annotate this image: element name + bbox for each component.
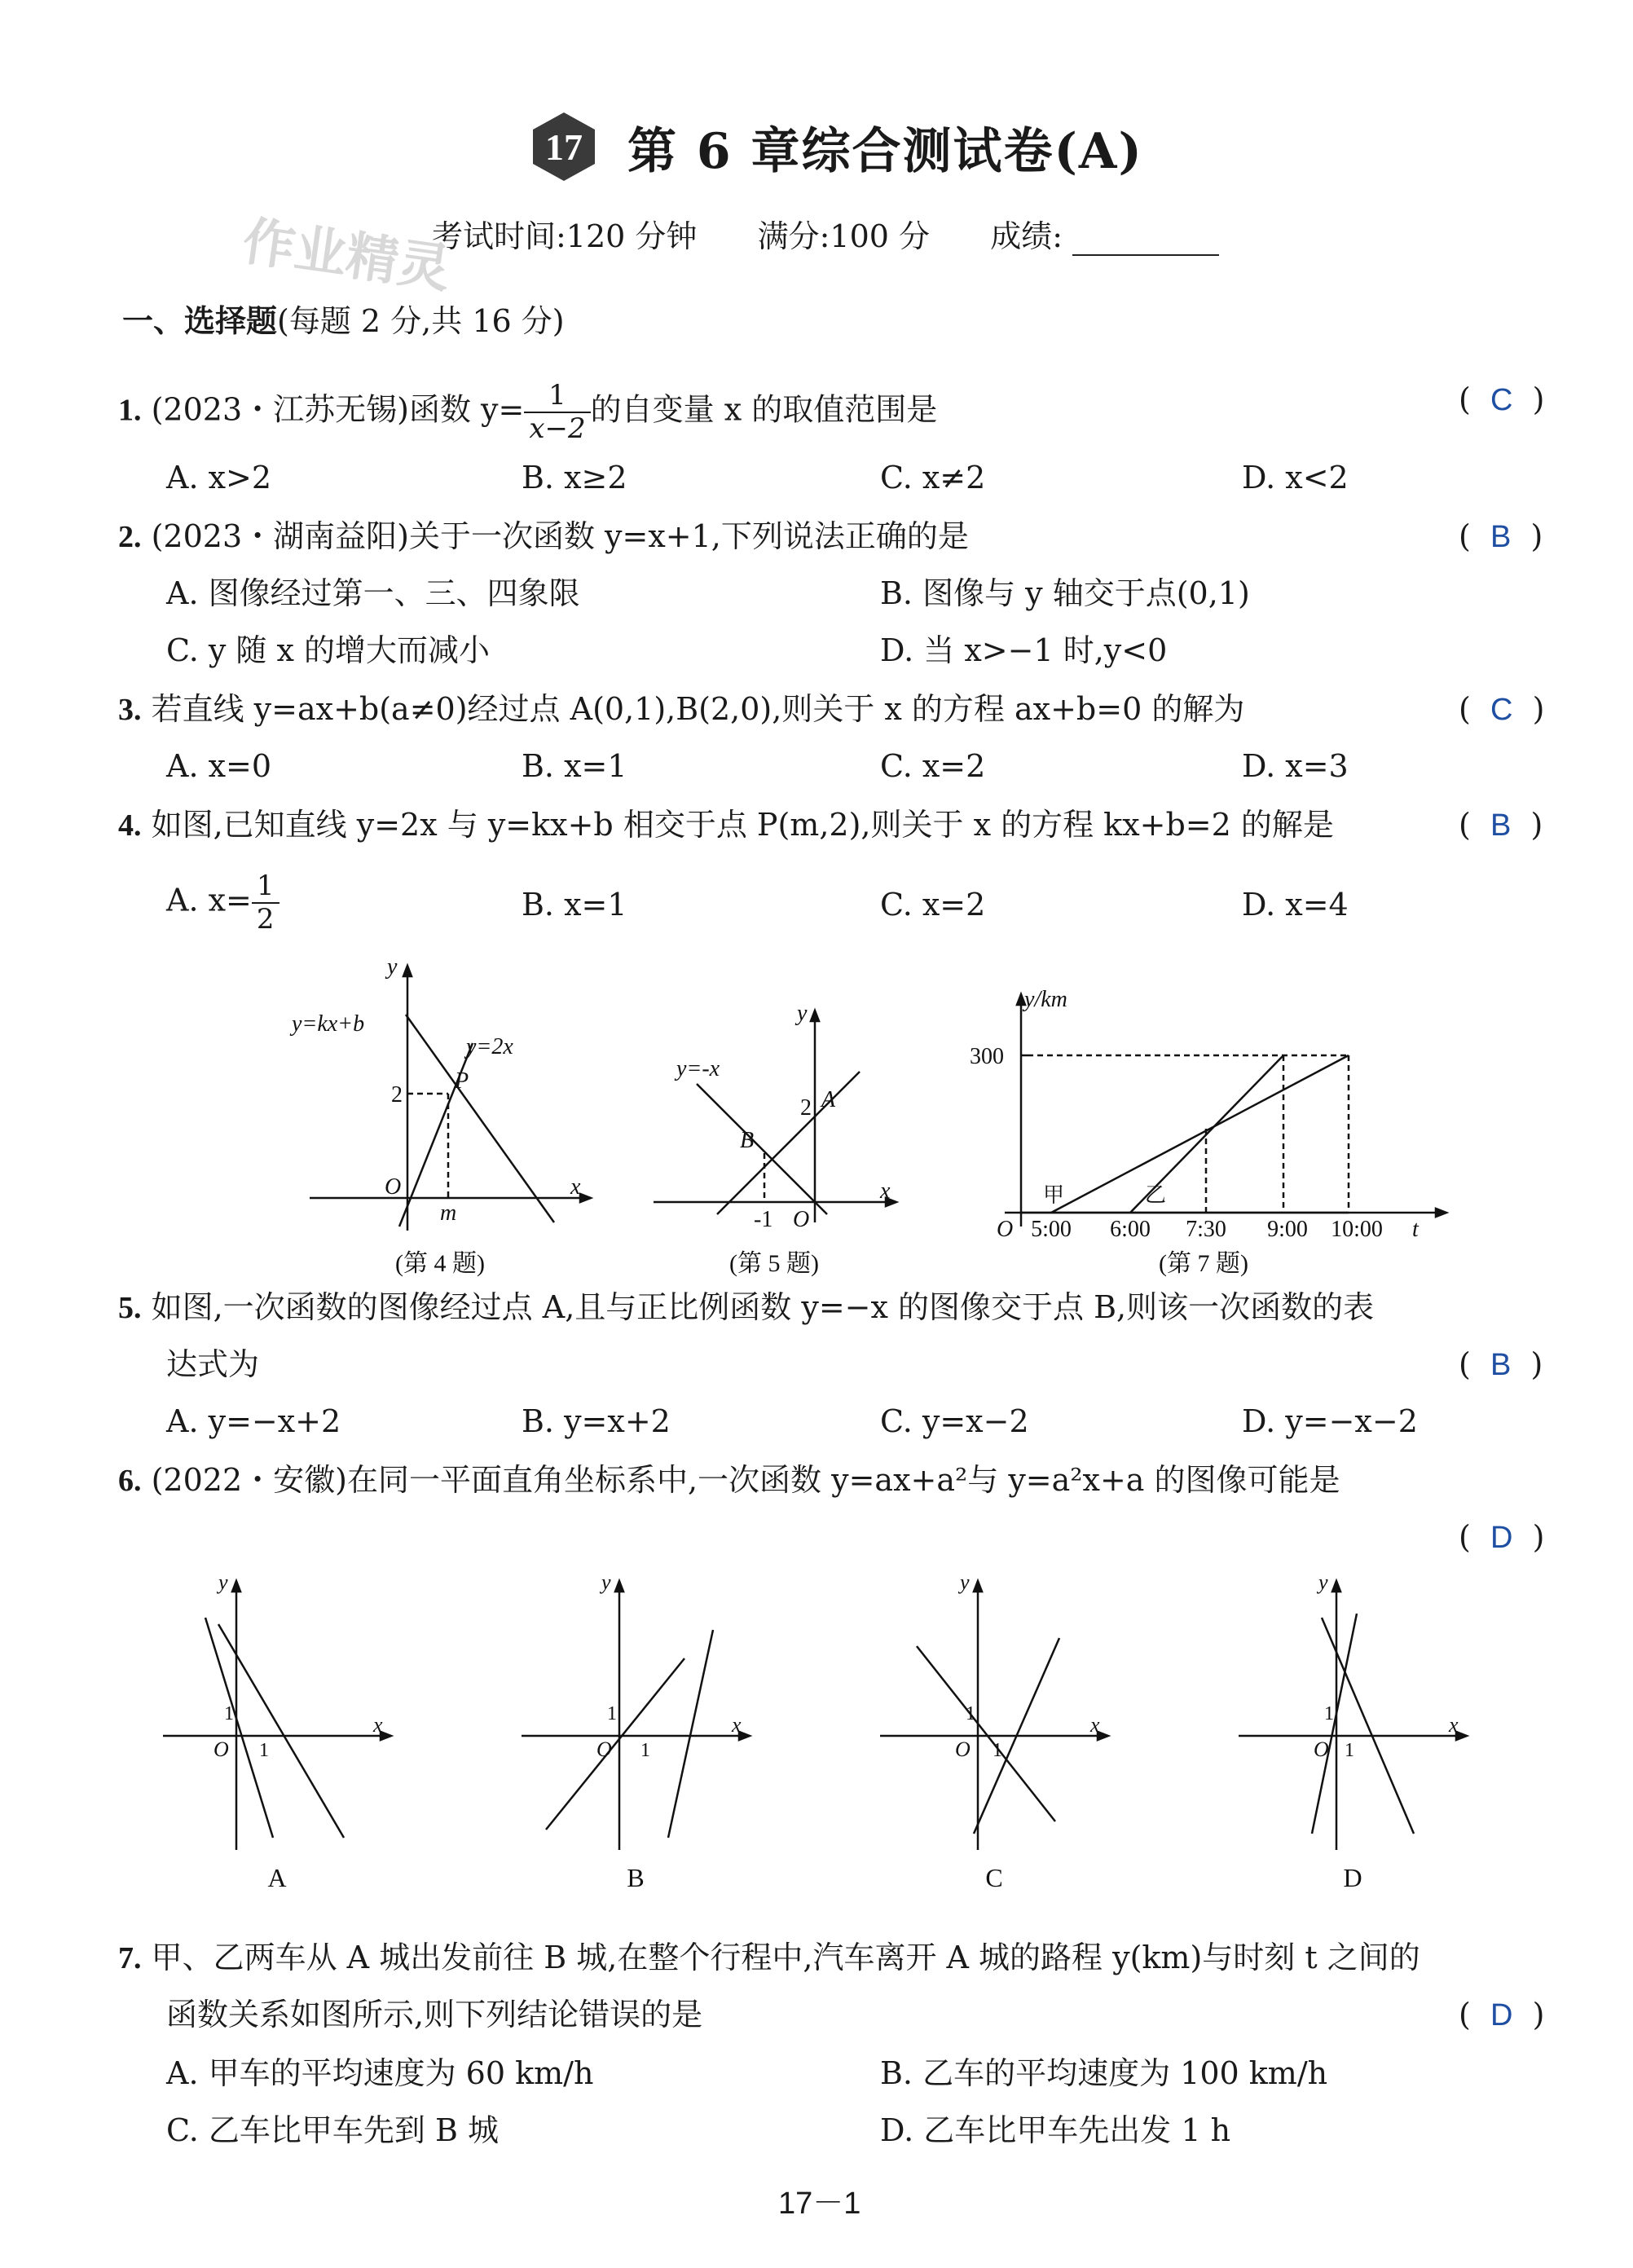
q6-graph-d[interactable] — [1230, 1569, 1475, 1895]
question-number: 1. — [118, 393, 142, 428]
section-note: (每题 2 分,共 16 分) — [277, 303, 565, 339]
svg-text:O: O — [1314, 1737, 1329, 1761]
badge-number: 17 — [545, 126, 583, 168]
label-neg1: -1 — [754, 1207, 773, 1232]
question-stem-line2: 达式为 — [166, 1346, 260, 1382]
question-stem-tail: 的自变量 x 的取值范围是 — [590, 391, 938, 428]
question-number: 2. — [118, 520, 142, 554]
caption: (第 7 题) — [1159, 1250, 1248, 1277]
full-score: 满分:100 分 — [757, 218, 931, 254]
figure-q5 — [644, 994, 913, 1284]
q6-graph-b[interactable] — [513, 1569, 758, 1895]
label-jia: 甲 — [1043, 1183, 1065, 1207]
answer: B — [1490, 1348, 1512, 1382]
exam-time: 考试时间:120 分钟 — [432, 218, 698, 254]
label-2: 2 — [800, 1095, 812, 1121]
option-d[interactable]: D. 当 x>−1 时,y<0 — [880, 632, 1168, 668]
answer-bracket: ( B ) — [1459, 1346, 1543, 1382]
question-1 — [118, 380, 937, 445]
option-a[interactable]: A. x>2 — [166, 460, 272, 495]
option-b[interactable]: B. x=1 — [522, 887, 627, 923]
label-origin: O — [385, 1174, 402, 1200]
question-7 — [118, 1940, 1420, 1978]
svg-text:1: 1 — [224, 1703, 234, 1724]
svg-text:O: O — [596, 1737, 612, 1761]
question-5 — [118, 1289, 1374, 1328]
label-x: x — [570, 1174, 581, 1200]
title-badge — [528, 111, 600, 183]
question-3 — [118, 691, 1244, 729]
q6-graph-a[interactable] — [155, 1569, 399, 1895]
graph-label: C — [985, 1863, 1003, 1892]
figure-q4 — [285, 954, 595, 1284]
question-stem: (2022・安徽)在同一平面直角坐标系中,一次函数 y=ax+a²与 y=a²x+a 的图像可能是 — [151, 1462, 1340, 1498]
exam-info — [432, 218, 1219, 256]
option-d[interactable]: D. x=4 — [1242, 887, 1349, 923]
question-stem: (2023・江苏无锡)函数 y= — [151, 391, 525, 428]
label-line1: y=kx+b — [292, 1011, 365, 1037]
label-line: y=-x — [676, 1056, 720, 1081]
question-number: 4. — [118, 808, 142, 843]
answer: B — [1490, 520, 1512, 554]
page-title: 第 6 章综合测试卷(A) — [627, 123, 1143, 180]
section-header — [122, 303, 565, 341]
svg-text:O: O — [955, 1737, 971, 1761]
svg-text:O: O — [213, 1737, 229, 1761]
tick-label: 10:00 — [1331, 1217, 1383, 1242]
label-origin: O — [997, 1217, 1014, 1242]
section-title: 一、选择题 — [122, 303, 278, 339]
option-a[interactable]: A. 甲车的平均速度为 60 km/h — [166, 2055, 594, 2091]
label-A: A — [821, 1087, 836, 1112]
graph-label: D — [1343, 1863, 1362, 1892]
option-b[interactable]: B. x≥2 — [522, 460, 627, 495]
graph-label: A — [267, 1863, 287, 1892]
score-blank[interactable] — [1072, 230, 1219, 256]
label-y: y — [387, 954, 398, 980]
label-line2: y=2x — [466, 1034, 513, 1059]
svg-text:1: 1 — [1345, 1740, 1354, 1761]
tick-label: 7:30 — [1186, 1217, 1226, 1242]
option-a[interactable]: A. y=−x+2 — [166, 1403, 341, 1439]
svg-text:y: y — [1318, 1570, 1328, 1594]
label-P: P — [455, 1068, 469, 1094]
tick-label: 6:00 — [1110, 1217, 1151, 1242]
option-c[interactable]: C. x=2 — [880, 748, 986, 784]
question-stem: 如图,一次函数的图像经过点 A,且与正比例函数 y=−x 的图像交于点 B,则该一次函数的表 — [151, 1289, 1375, 1325]
svg-text:1: 1 — [607, 1703, 617, 1724]
option-a[interactable]: A. x=0 — [166, 748, 272, 784]
label-B: B — [740, 1128, 755, 1153]
question-stem: (2023・湖南益阳)关于一次函数 y=x+1,下列说法正确的是 — [151, 518, 969, 554]
question-4 — [118, 807, 1334, 845]
tick-label: 9:00 — [1267, 1217, 1308, 1242]
answer: D — [1490, 1998, 1513, 2032]
answer-bracket: ( D ) — [1459, 1997, 1545, 2032]
answer-bracket: ( C ) — [1459, 381, 1545, 417]
caption: (第 5 题) — [729, 1250, 819, 1277]
svg-text:x: x — [1449, 1713, 1459, 1737]
question-number: 6. — [118, 1464, 142, 1498]
answer: B — [1490, 808, 1512, 843]
option-a[interactable]: A. x= $\frac{1}{2}$ — [166, 870, 280, 936]
answer: C — [1490, 693, 1513, 727]
question-stem: 甲、乙两车从 A 城出发前往 B 城,在整个行程中,汽车离开 A 城的路程 y(km)与时刻 t 之间的 — [151, 1940, 1420, 1975]
svg-text:x: x — [1090, 1713, 1100, 1737]
question-number: 7. — [118, 1941, 142, 1975]
svg-text:1: 1 — [993, 1740, 1002, 1761]
answer-bracket: ( B ) — [1459, 807, 1543, 843]
fraction: $\frac{1}{x-2}$ — [524, 380, 590, 445]
question-6 — [118, 1462, 1340, 1500]
answer-bracket: ( C ) — [1459, 691, 1545, 727]
svg-text:1: 1 — [966, 1703, 975, 1724]
figure-q7 — [970, 982, 1463, 1284]
label-origin: O — [793, 1207, 810, 1232]
q6-graph-c[interactable] — [872, 1569, 1116, 1895]
graph-label: B — [627, 1863, 645, 1892]
option-d[interactable]: D. y=−x−2 — [1242, 1403, 1418, 1439]
question-stem: 如图,已知直线 y=2x 与 y=kx+b 相交于点 P(m,2),则关于 x 的方程 kx+b=2 的解是 — [151, 807, 1334, 843]
option-b[interactable]: B. y=x+2 — [522, 1403, 671, 1439]
question-2 — [118, 518, 969, 557]
svg-text:x: x — [373, 1713, 383, 1737]
label-300: 300 — [970, 1044, 1004, 1069]
option-c[interactable]: C. x≠2 — [880, 460, 986, 495]
label-yi: 乙 — [1145, 1183, 1167, 1207]
option-c[interactable]: C. x=2 — [880, 887, 986, 923]
question-number: 5. — [118, 1291, 142, 1325]
watermark: 作业精灵 — [239, 211, 455, 301]
option-c[interactable]: C. y 随 x 的增大而减小 — [166, 632, 491, 668]
option-c[interactable]: C. y=x−2 — [880, 1403, 1029, 1439]
question-stem-line2: 函数关系如图所示,则下列结论错误的是 — [166, 1997, 703, 2032]
svg-text:y: y — [601, 1570, 611, 1594]
option-b[interactable]: B. 乙车的平均速度为 100 km/h — [880, 2055, 1328, 2091]
label-y: y — [797, 1001, 808, 1026]
option-d[interactable]: D. x<2 — [1242, 460, 1349, 495]
question-number: 3. — [118, 693, 142, 727]
svg-text:1: 1 — [259, 1740, 269, 1761]
option-d[interactable]: D. 乙车比甲车先出发 1 h — [880, 2112, 1231, 2148]
question-stem: 若直线 y=ax+b(a≠0)经过点 A(0,1),B(2,0),则关于 x 的方程 ax+b=0 的解为 — [151, 691, 1245, 727]
svg-text:y: y — [218, 1570, 228, 1594]
caption: (第 4 题) — [395, 1250, 485, 1277]
option-d[interactable]: D. x=3 — [1242, 748, 1349, 784]
tick-label: 5:00 — [1031, 1217, 1072, 1242]
label-y: y/km — [1024, 987, 1067, 1012]
label-m: m — [440, 1200, 457, 1226]
label-x: x — [880, 1178, 891, 1204]
page-number: 17－1 — [778, 2187, 861, 2221]
answer-bracket: ( B ) — [1459, 518, 1543, 554]
svg-text:x: x — [732, 1713, 742, 1737]
option-b[interactable]: B. x=1 — [522, 748, 627, 784]
answer-bracket: ( D ) — [1459, 1519, 1545, 1555]
option-a[interactable]: A. 图像经过第一、三、四象限 — [166, 575, 580, 611]
label-2: 2 — [391, 1082, 403, 1108]
svg-text:1: 1 — [1324, 1703, 1334, 1724]
answer: C — [1490, 383, 1513, 417]
svg-text:y: y — [960, 1570, 970, 1594]
score-label: 成绩: — [990, 218, 1063, 254]
label-t: t — [1412, 1217, 1419, 1242]
option-b[interactable]: B. 图像与 y 轴交于点(0,1) — [880, 575, 1250, 611]
answer: D — [1490, 1521, 1513, 1555]
svg-text:1: 1 — [640, 1740, 650, 1761]
option-c[interactable]: C. 乙车比甲车先到 B 城 — [166, 2112, 499, 2148]
